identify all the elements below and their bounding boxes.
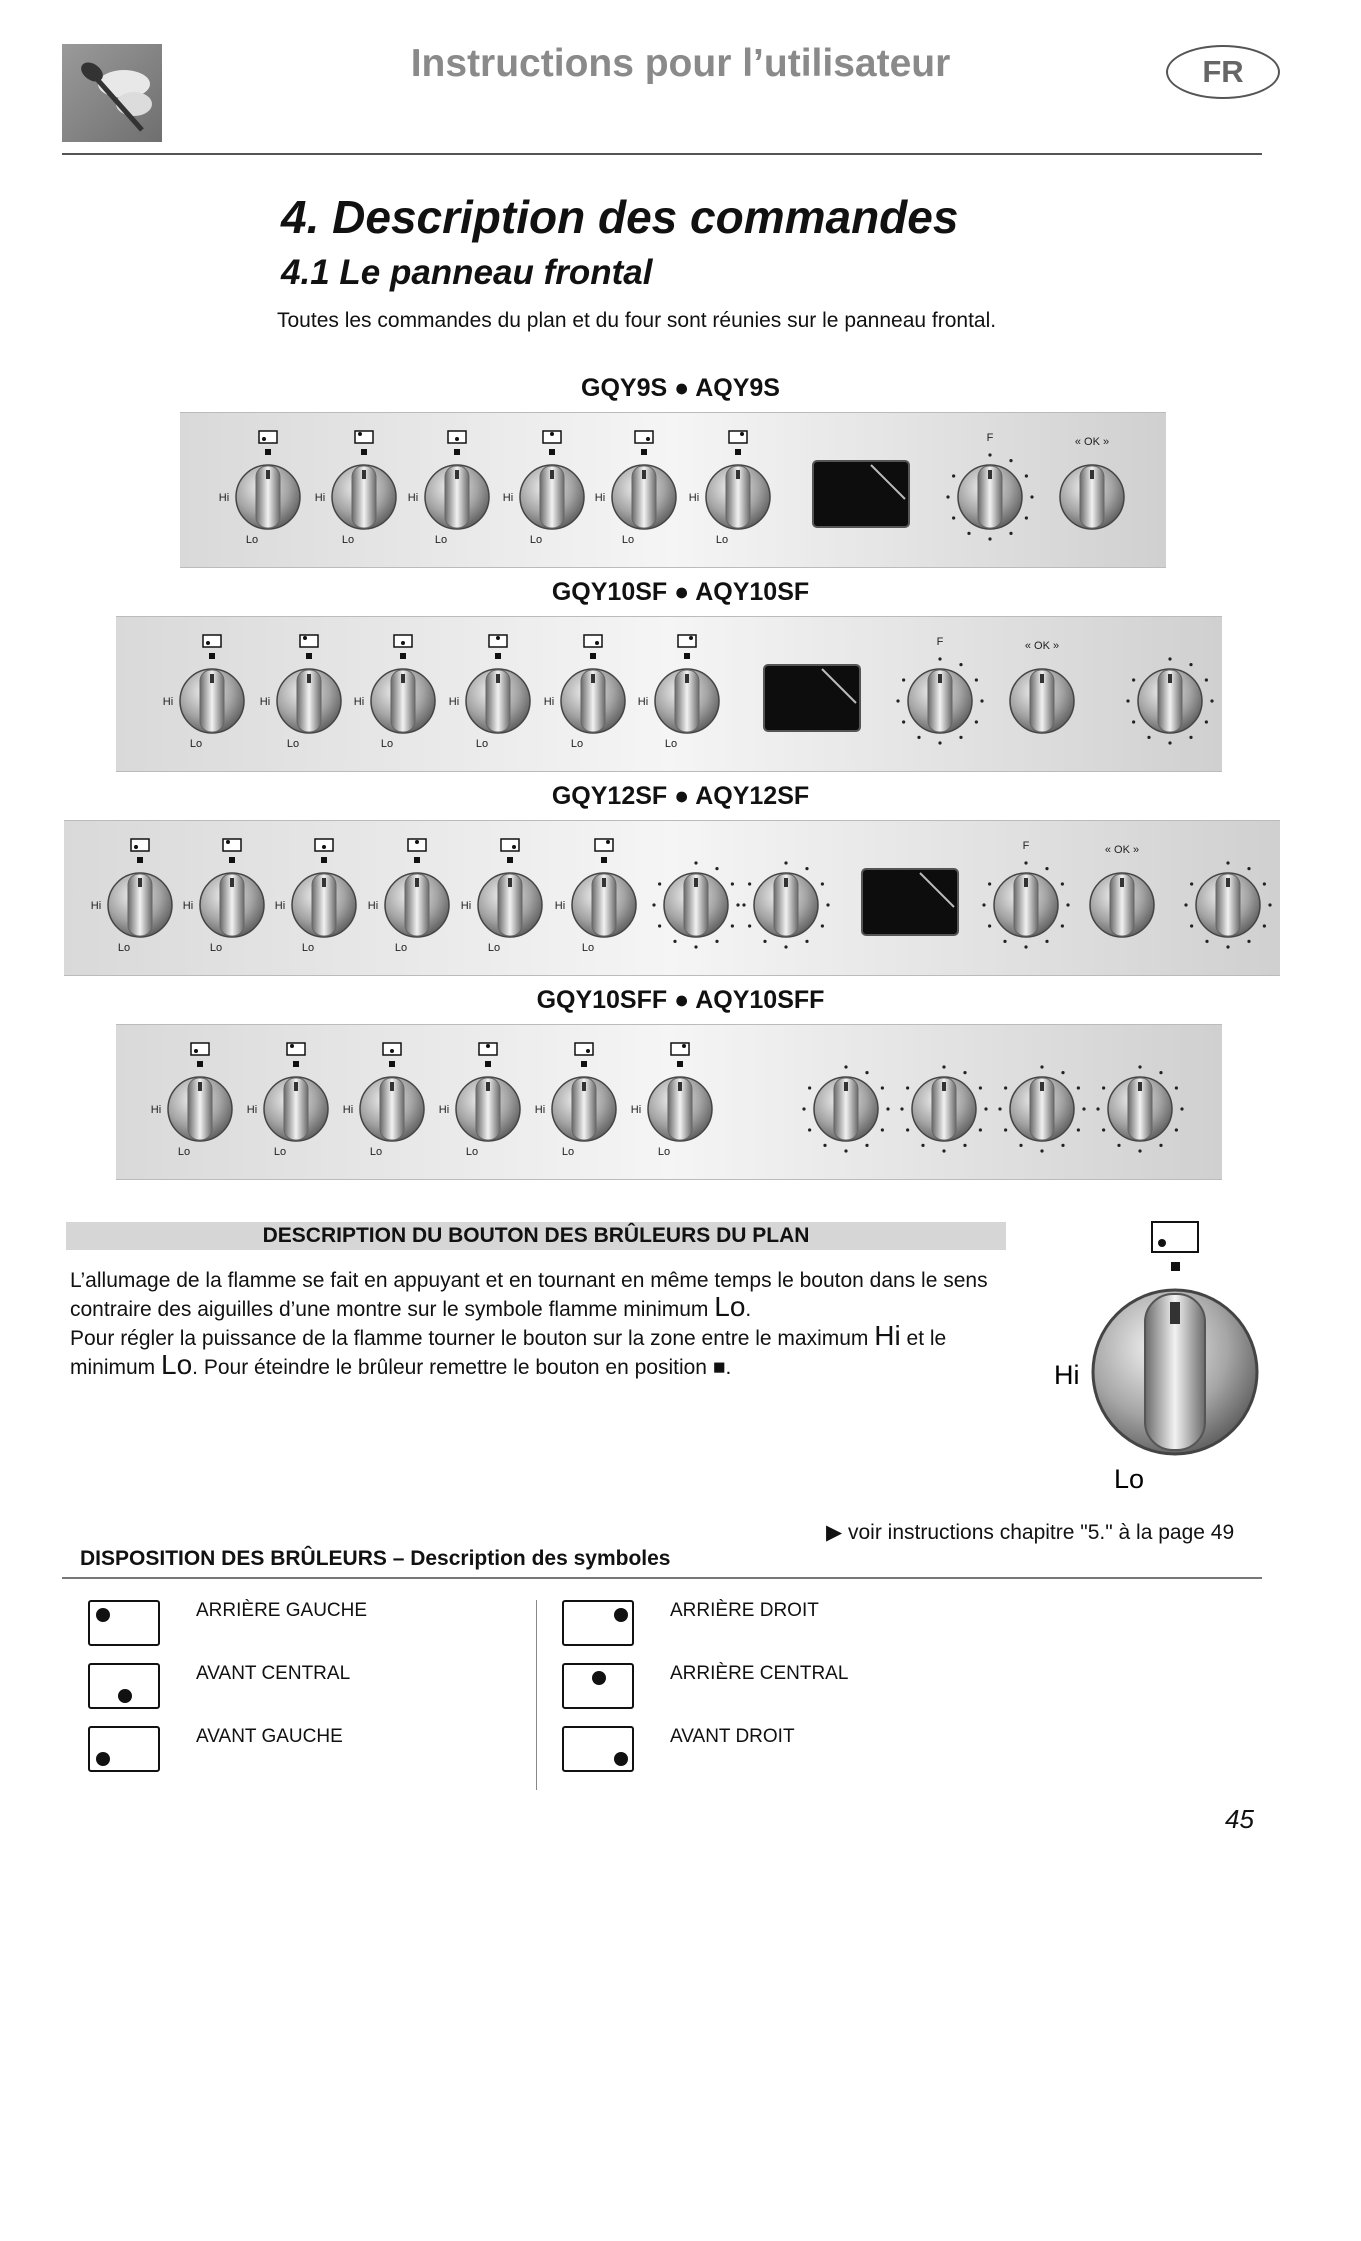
ok-label: « OK » (1074, 436, 1110, 448)
regulation-text-mid: et le minimum (70, 1327, 947, 1379)
lo-label: Lo (657, 1146, 671, 1158)
lo-label: Lo (209, 942, 223, 954)
timer-display (813, 461, 909, 527)
burner-knob-figure (1040, 1210, 1270, 1500)
lo-label: Lo (245, 534, 259, 546)
hi-label: Hi (534, 1104, 546, 1116)
control-panel-3 (64, 820, 1280, 976)
hi-label: Hi (246, 1104, 258, 1116)
hi-label: Hi (448, 696, 460, 708)
intro-text: Toutes les commandes du plan et du four sont réunies sur le panneau frontal. (277, 309, 997, 332)
model-title-4: GQY10SFF ● AQY10SFF (536, 986, 825, 1014)
lo-label: Lo (715, 534, 729, 546)
hi-label: Hi (218, 492, 230, 504)
dial-top-label: F (1022, 840, 1030, 852)
hi-label: Hi (1054, 1360, 1080, 1390)
hi-label: Hi (162, 696, 174, 708)
hi-label: Hi (438, 1104, 450, 1116)
control-panel-2 (116, 616, 1222, 772)
lo-label: Lo (561, 1146, 575, 1158)
lo-label: Lo (1114, 1464, 1145, 1494)
lo-label: Lo (581, 942, 595, 954)
header-title: Instructions pour l’utilisateur (410, 42, 951, 85)
hi-symbol: Hi (874, 1320, 901, 1351)
disposition-divider (62, 1577, 1262, 1579)
front-center-icon (88, 1663, 160, 1709)
symbol-label-front-left: AVANT GAUCHE (196, 1726, 343, 1747)
hi-label: Hi (688, 492, 700, 504)
control-panel-1 (180, 412, 1166, 568)
timer-display (862, 869, 958, 935)
page-reference (826, 1520, 1234, 1545)
lo-label: Lo (117, 942, 131, 954)
subsection-title: 4.1 Le panneau frontal (281, 253, 653, 292)
hi-label: Hi (259, 696, 271, 708)
symbol-label-front-center: AVANT CENTRAL (196, 1663, 351, 1684)
lo-label: Lo (621, 534, 635, 546)
front-left-icon (88, 1726, 160, 1772)
header-divider (62, 153, 1262, 155)
language-badge: FR (1166, 45, 1280, 99)
hi-label: Hi (150, 1104, 162, 1116)
hi-label: Hi (342, 1104, 354, 1116)
lo-label: Lo (380, 738, 394, 750)
hi-label: Hi (637, 696, 649, 708)
hi-label: Hi (367, 900, 379, 912)
lo-symbol-2: Lo (161, 1349, 193, 1380)
lo-label: Lo (341, 534, 355, 546)
lo-label: Lo (301, 942, 315, 954)
symbol-label-rear-center: ARRIÈRE CENTRAL (670, 1663, 849, 1684)
lo-label: Lo (177, 1146, 191, 1158)
burner-position-icon (1152, 1222, 1198, 1252)
hi-label: Hi (314, 492, 326, 504)
lo-label: Lo (465, 1146, 479, 1158)
dial-top-label: F (986, 432, 994, 444)
symbol-label-front-right: AVANT DROIT (670, 1726, 795, 1747)
lo-label: Lo (273, 1146, 287, 1158)
lo-label: Lo (529, 534, 543, 546)
ok-label: « OK » (1104, 844, 1140, 856)
rear-right-icon (562, 1600, 634, 1646)
lo-label: Lo (664, 738, 678, 750)
rear-left-icon (88, 1600, 160, 1646)
lo-label: Lo (570, 738, 584, 750)
page-title: 4. Description des commandes (281, 191, 959, 243)
play-arrow-icon: ▶ (826, 1521, 843, 1544)
lo-label: Lo (434, 534, 448, 546)
hi-label: Hi (353, 696, 365, 708)
disposition-title: DISPOSITION DES BRÛLEURS – Description des symboles (80, 1547, 671, 1570)
section-text (70, 1268, 1005, 1381)
lo-symbol: Lo (714, 1291, 746, 1322)
off-marker (1171, 1262, 1180, 1271)
model-title-1: GQY9S ● AQY9S (581, 374, 780, 402)
rear-center-icon (562, 1663, 634, 1709)
hi-label: Hi (543, 696, 555, 708)
front-right-icon (562, 1726, 634, 1772)
hi-label: Hi (274, 900, 286, 912)
hi-label: Hi (90, 900, 102, 912)
symbol-label-rear-right: ARRIÈRE DROIT (670, 1600, 819, 1621)
regulation-text-end: . Pour éteindre le brûleur remettre le bouton en position ■. (192, 1356, 732, 1379)
column-divider (536, 1600, 537, 1790)
regulation-text: Pour régler la puissance de la flamme tourner le bouton sur la zone entre le maximum (70, 1327, 875, 1350)
control-panel-4 (116, 1024, 1222, 1180)
hi-label: Hi (554, 900, 566, 912)
hi-label: Hi (594, 492, 606, 504)
ok-label: « OK » (1024, 640, 1060, 652)
hi-label: Hi (502, 492, 514, 504)
lo-label: Lo (475, 738, 489, 750)
page-number: 45 (1225, 1804, 1254, 1834)
lo-label: Lo (394, 942, 408, 954)
hi-label: Hi (460, 900, 472, 912)
hi-label: Hi (407, 492, 419, 504)
lo-label: Lo (286, 738, 300, 750)
timer-display (764, 665, 860, 731)
symbol-label-rear-left: ARRIÈRE GAUCHE (196, 1600, 368, 1621)
lo-label: Lo (487, 942, 501, 954)
model-title-2: GQY10SF ● AQY10SF (551, 578, 810, 606)
model-title-3: GQY12SF ● AQY12SF (551, 782, 810, 810)
lo-label: Lo (189, 738, 203, 750)
lo-label: Lo (369, 1146, 383, 1158)
hi-label: Hi (182, 900, 194, 912)
reference-text: voir instructions chapitre "5." à la page 49 (848, 1521, 1235, 1544)
hi-label: Hi (630, 1104, 642, 1116)
ignition-text-end: . (745, 1298, 752, 1321)
dial-top-label: F (936, 636, 944, 648)
section-title: DESCRIPTION DU BOUTON DES BRÛLEURS DU PLAN (66, 1222, 1006, 1250)
ignition-text: L’allumage de la flamme se fait en appuyant et en tournant en même temps le bouton dans le sens contraire des aiguilles d’une montre sur le symbole flamme minimum (70, 1269, 988, 1321)
